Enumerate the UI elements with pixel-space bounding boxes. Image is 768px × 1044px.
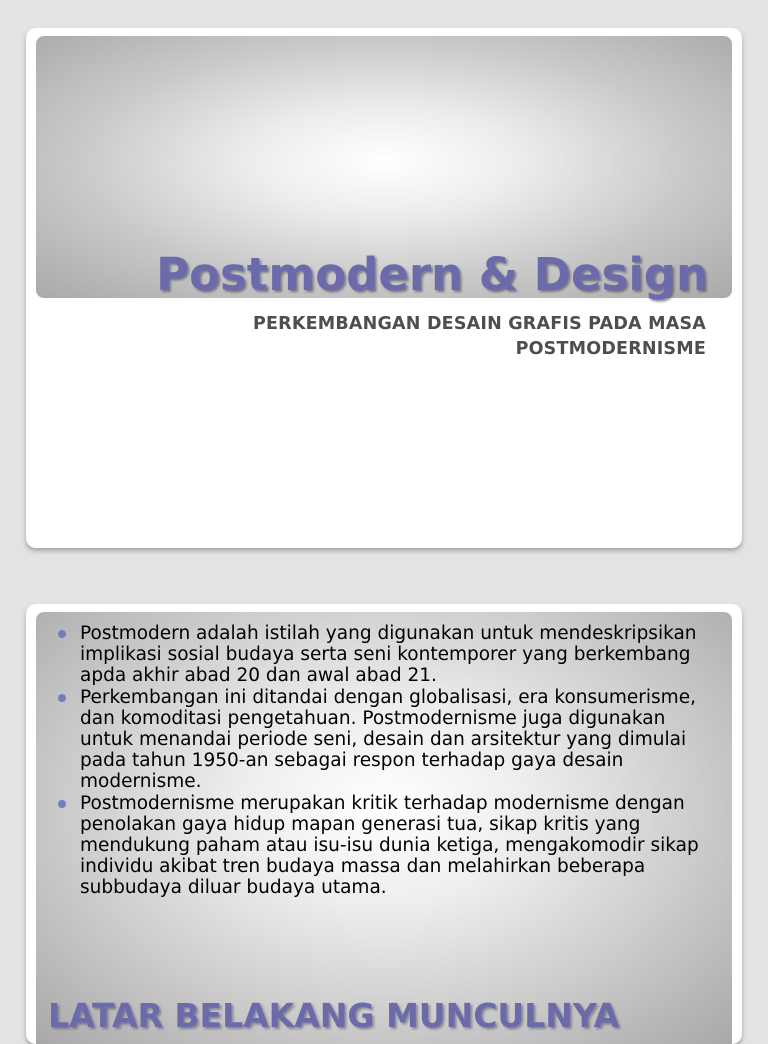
bullet-text: Postmodern adalah istilah yang digunakan untuk mendeskripsikan implikasi sosial budaya serta seni kontemporer yang berkembang apda akhir abad 20 dan awal abad 21. [80,623,697,686]
bullet-dot-icon [58,630,66,638]
bullet-item [58,794,718,898]
slide-title-heading: Postmodern & Design [156,248,708,301]
slide-title [26,28,742,548]
bullet-text: Perkembangan ini ditandai dengan globalisasi, era konsumerisme, dan komoditasi pengetahuan. Postmodernisme juga digunakan untuk menandai periode seni, desain dan arsitektur yang dimulai pada tahun 1950-an sebagai respon terhadap gaya desain modernisme. [80,687,696,792]
bullet-item [58,624,718,686]
bullet-dot-icon [58,800,66,808]
section-heading: LATAR BELAKANG MUNCULNYA [48,996,620,1035]
bullet-list [58,624,718,900]
slide-content [26,604,742,1044]
bullet-dot-icon [58,694,66,702]
bullet-text: Postmodernisme merupakan kritik terhadap modernisme dengan penolakan gaya hidup mapan generasi tua, sikap kritis yang mendukung paham atau isu-isu dunia ketiga, mengakomodir sikap individu akibat tren budaya massa dan melahirkan beberapa subbudaya diluar budaya utama. [80,793,699,898]
bullet-item [58,688,718,792]
slide-subtitle: PERKEMBANGAN DESAIN GRAFIS PADA MASA POSTMODERNISME [252,314,706,359]
